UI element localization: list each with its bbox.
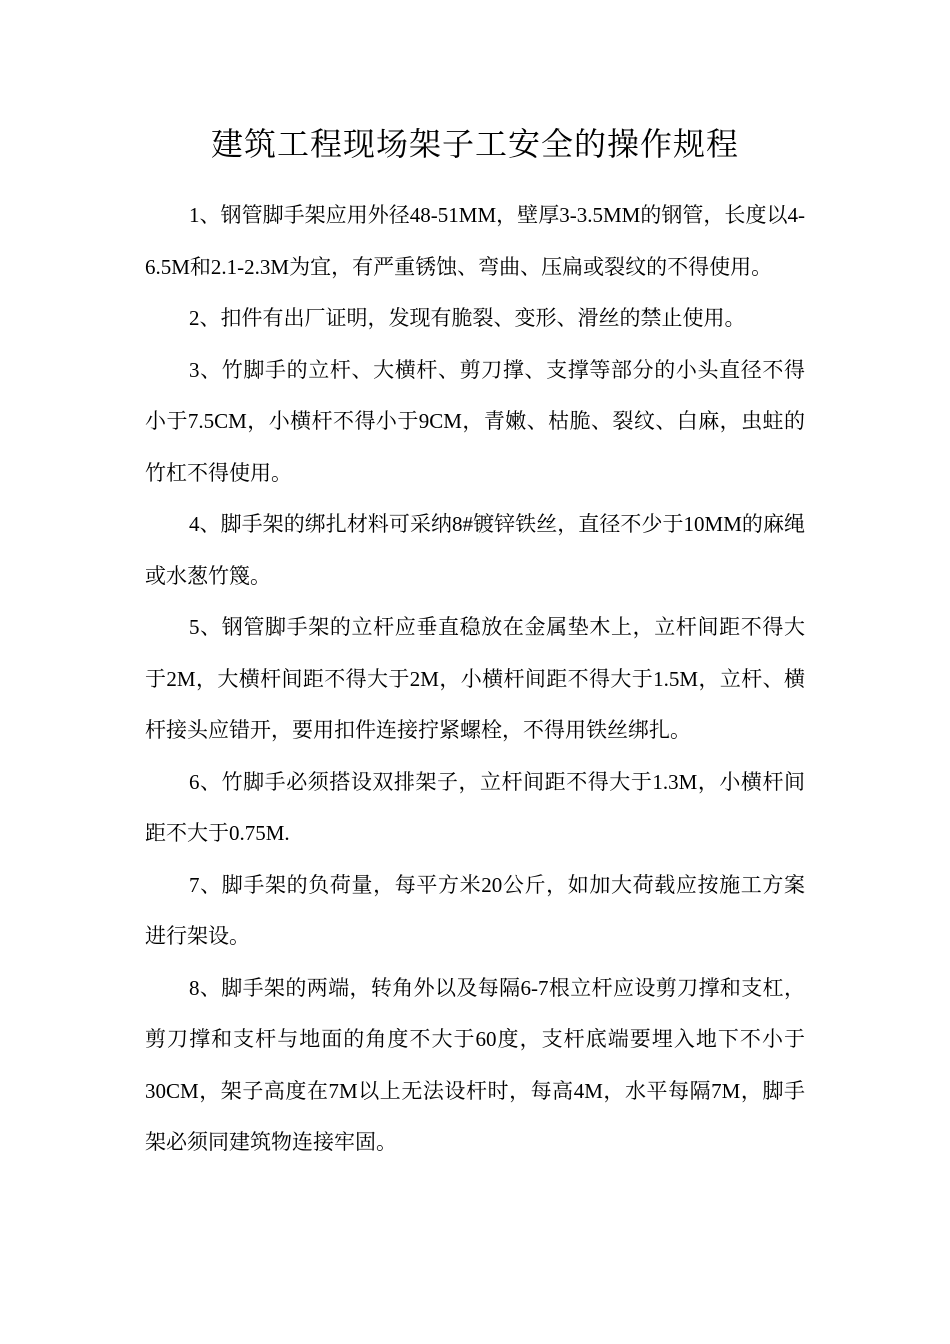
paragraph-3: 3、竹脚手的立杆、大横杆、剪刀撑、支撑等部分的小头直径不得小于7.5CM，小横杆不得小于9CM，青嫩、枯脆、裂纹、白麻，虫蛀的竹杠不得使用。 bbox=[145, 357, 805, 485]
paragraph-2: 2、扣件有出厂证明，发现有脆裂、变形、滑丝的禁止使用。 bbox=[189, 306, 746, 330]
paragraph-7: 7、脚手架的负荷量，每平方米20公斤，如加大荷载应按施工方案进行架设。 bbox=[145, 872, 805, 948]
paragraph-8: 8、脚手架的两端，转角外以及每隔6-7根立杆应设剪刀撑和支杠，剪刀撑和支杆与地面的角度不大于60度，支杆底端要埋入地下不小于30CM，架子高度在7M以上无法设杆时，每高4M，水平每隔7M，脚手架必须同建筑物连接牢固。 bbox=[145, 975, 805, 1154]
paragraph-1: 1、钢管脚手架应用外径48-51MM，壁厚3-3.5MM的钢管，长度以4-6.5M和2.1-2.3M为宜，有严重锈蚀、弯曲、压扁或裂纹的不得使用。 bbox=[145, 203, 805, 279]
paragraph-5: 5、钢管脚手架的立杆应垂直稳放在金属垫木上，立杆间距不得大于2M，大横杆间距不得大于2M，小横杆间距不得大于1.5M，立杆、横杆接头应错开，要用扣件连接拧紧螺栓，不得用铁丝绑扎。 bbox=[145, 615, 805, 742]
paragraph-6: 6、竹脚手必须搭设双排架子，立杆间距不得大于1.3M，小横杆间距不大于0.75M. bbox=[145, 769, 805, 845]
document-body bbox=[145, 190, 805, 1169]
paragraph-4: 4、脚手架的绑扎材料可采纳8#镀锌铁丝，直径不少于10MM的麻绳或水葱竹篾。 bbox=[145, 512, 805, 588]
document-title: 建筑工程现场架子工安全的操作规程 bbox=[210, 125, 739, 163]
